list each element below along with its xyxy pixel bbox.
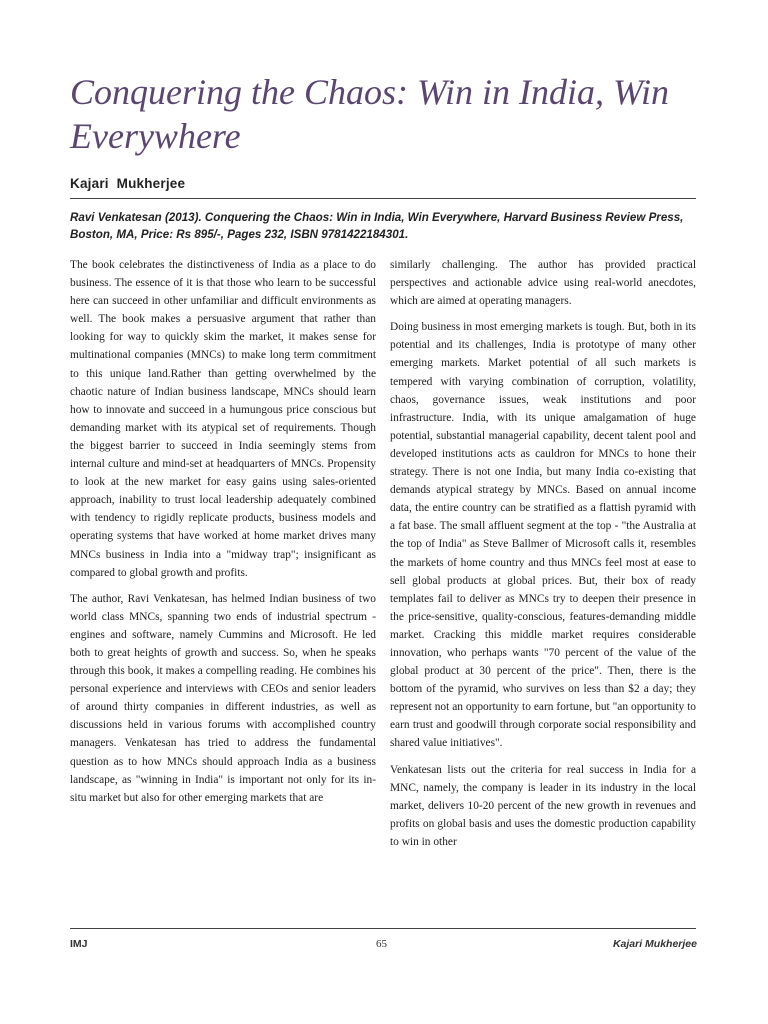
- footer-divider: [70, 928, 696, 929]
- right-column: [390, 256, 696, 859]
- header-divider: [70, 198, 696, 199]
- footer-author: Kajari Mukherjee: [612, 938, 697, 950]
- book-reference: Ravi Venkatesan (2013). Conquering the Chaos: Win in India, Win Everywhere, Harvard Business Review Press, Boston, MA, Price: Rs 895/-, Pages 232, ISBN 9781422184301.: [70, 211, 684, 241]
- footer-journal: IMJ: [70, 938, 88, 950]
- page-number: 65: [376, 938, 387, 950]
- body-paragraph: similarly challenging. The author has provided practical perspectives and actionable advice using real-world anecdotes, which are aimed at operating managers.: [390, 259, 696, 308]
- body-paragraph: The book celebrates the distinctiveness of India as a place to do business. The essence of it is that those who learn to be successful here can succeed in other unfamiliar and difficult environments as well. The book makes a persuasive argument that rather than looking for way to quickly skim the market, it makes sense for multinational companies (MNCs) to make long term commitment to this unique land.Rather than getting overwhelmed by the chaotic nature of Indian business landscape, MNCs should learn how to innovate and succeed in a humungous price conscious but demanding market with its atypical set of requirements. Though the biggest barrier to succeed in India seemingly stems from internal culture and mind-set at headquarters of MNCs. Propensity to look at the new market for easy gains using sales-oriented approach, inability to trust local leadership adequately combined with tendency to rigidly replicate products, business models and operating systems that have worked at home market drives many MNCs business in India into a "midway trap"; insignificant as compared to global growth and profits.: [70, 259, 376, 579]
- body-paragraph: Doing business in most emerging markets is tough. But, both in its potential and its challenges, India is prototype of many other emerging markets. Market potential of all such markets is tempered with varying combination of corruption, volatility, chaos, governance issues, weak institutions and poor infrastructure. India, with its unique amalgamation of huge potential, substantial managerial capability, decent talent pool and developed institutions acts as cauldron for MNCs to hone their strategy. There is not one India, but many India co-existing that demands atypical strategy by MNCs. Based on annual income data, the entire country can be stratified as a flattish pyramid with a fat base. The small affluent segment at the top - "the Australia at the top of India" as Steve Ballmer of Microsoft calls it, resembles the markets of home country and thus MNCs feel most at ease to sell global products at global prices. But, their box of ready templates fail to deliver as MNCs try to deepen their presence in the price-sensitive, quality-conscious, features-demanding middle market. Cracking this middle market requires considerable innovation, who perhaps wants "70 percent of the value of the global product at 30 percent of the price". Then, there is the bottom of the pyramid, who survives on less than $2 a day; they represent not an opportunity to earn fortune, but "an opportunity to earn trust and goodwill through corporate social responsibility and shared value initiatives".: [390, 321, 696, 750]
- article-title: Conquering the Chaos: Win in India, Win Everywhere: [70, 72, 669, 156]
- author-name: Kajari Mukherjee: [70, 176, 186, 191]
- body-paragraph: Venkatesan lists out the criteria for real success in India for a MNC, namely, the company is leader in its industry in the local market, delivers 10-20 percent of the new growth in revenues and profits on global basis and uses the domestic production capability to win in other: [390, 763, 696, 848]
- left-column: [70, 256, 376, 815]
- body-paragraph: The author, Ravi Venkatesan, has helmed Indian business of two world class MNCs, spanning two ends of industrial spectrum - engines and software, namely Cummins and Microsoft. He led both to great heights of growth and success. So, when he speaks through this book, it makes a compelling reading. He combines his personal experience and interviews with CEOs and senior leaders of around thirty companies in different industries, as well as discussions held in various forums with accomplished country managers. Venkatesan has tried to address the fundamental question as to how MNCs should approach India as a business landscape, as "winning in India" is important not only for its in-situ market but also for other emerging markets that are: [70, 592, 376, 804]
